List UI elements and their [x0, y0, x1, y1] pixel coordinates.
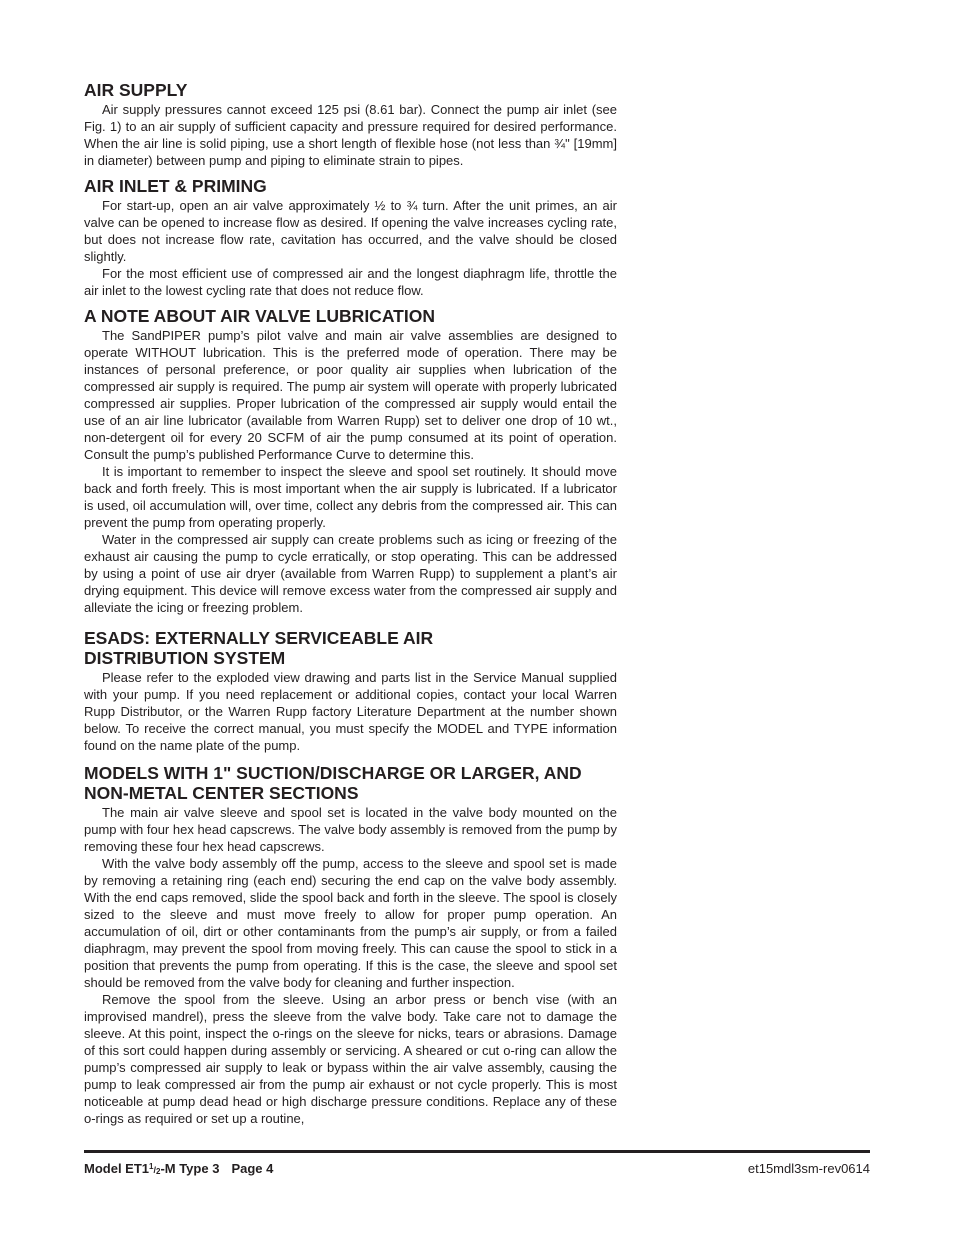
section-air-supply	[84, 80, 617, 169]
footer-page-number: Page 4	[231, 1161, 274, 1176]
paragraph: For start-up, open an air valve approximately ½ to ¾ turn. After the unit primes, an air valve can be opened to increase flow as desired. If opening the valve increases cycling rate, but does not increase flow rate, cavitation has occurred, and the valve should be closed slightly.	[84, 198, 617, 264]
paragraph: With the valve body assembly off the pump, access to the sleeve and spool set is made by removing a retaining ring (each end) securing the end cap on the valve body assembly. With the end caps removed, slide the spool back and forth in the sleeve. The spool is closely sized to the sleeve and must move freely to allow for proper pump operation. An accumulation of oil, dirt or other contaminants from the pump’s air supply, or from a failed diaphragm, may prevent the spool from moving freely. This can cause the spool to stick in a position that prevents the pump from operating. If this is the case, the sleeve and spool set should be removed from the valve body for cleaning and further inspection.	[84, 856, 617, 990]
footer-model-page	[84, 1161, 273, 1176]
heading-line: DISTRIBUTION SYSTEM	[84, 648, 286, 668]
section-air-inlet-priming	[84, 176, 617, 299]
paragraph: The main air valve sleeve and spool set is located in the valve body mounted on the pump with four hex head capscrews. The valve body assembly is removed from the pump by removing these four hex head capscrews.	[84, 805, 618, 854]
page-content	[84, 80, 617, 1134]
footer-model: Model ET1	[84, 1161, 150, 1176]
footer-rule	[84, 1150, 870, 1153]
paragraph: For the most efficient use of compressed air and the longest diaphragm life, throttle the air inlet to the lowest cycling rate that does not reduce flow.	[84, 266, 617, 298]
paragraph: Water in the compressed air supply can create problems such as icing or freezing of the exhaust air causing the pump to cycle erratically, or stop operating. This can be addressed by using a point of use air dryer (available from Warren Rupp) to supplement a plant’s air drying equipment. This device will remove excess water from the compressed air supply and alleviate the icing or freezing problem.	[84, 532, 617, 615]
section-esads	[84, 628, 617, 754]
footer-model-type: -M Type 3	[160, 1161, 220, 1176]
heading-line: ESADS: EXTERNALLY SERVICEABLE AIR	[84, 628, 434, 648]
heading-line: MODELS WITH 1" SUCTION/DISCHARGE OR LARGER, AND	[84, 763, 582, 783]
heading-esads	[84, 628, 617, 668]
section-models-1-inch	[84, 763, 617, 1127]
section-air-valve-lubrication	[84, 306, 617, 616]
heading-air-inlet-priming: AIR INLET & PRIMING	[84, 176, 267, 196]
fraction-denominator: 2	[155, 1167, 161, 1176]
paragraph: It is important to remember to inspect the sleeve and spool set routinely. It should move back and forth freely. This is most important when the air supply is lubricated. If a lubricator is used, oil accumulation will, over time, collect any debris from the compressed air. This can prevent the pump from operating properly.	[84, 464, 617, 530]
heading-air-valve-lubrication: A NOTE ABOUT AIR VALVE LUBRICATION	[84, 306, 435, 326]
fraction-numerator: 1	[149, 1162, 154, 1171]
heading-line: NON-METAL CENTER SECTIONS	[84, 783, 359, 803]
paragraph: Remove the spool from the sleeve. Using an arbor press or bench vise (with an improvised mandrel), press the sleeve from the valve body. Take care not to damage the sleeve. At this point, inspect the o-rings on the sleeve for nicks, tears or abrasions. Damage of this sort could happen during assembly or servicing. A sheared or cut o-ring can allow the pump’s compressed air supply to leak or bypass within the air valve assembly, causing the pump to leak compressed air from the pump air exhaust or not cycle properly. This is most noticeable at pump dead head or high discharge pressure conditions. Replace any of these o-rings as required or set up a routine,	[84, 992, 617, 1126]
heading-models-1-inch	[84, 763, 617, 803]
paragraph: The SandPIPER pump’s pilot valve and main air valve assemblies are designed to operate WITHOUT lubrication. This is the preferred mode of operation. There may be instances of personal preference, or poor quality air supplies when lubrication of the compressed air supply is required. The pump air system will operate with properly lubricated compressed air supplies. Proper lubrication of the compressed air supply would entail the use of an air line lubricator (available from Warren Rupp) set to deliver one drop of 10 wt., non-detergent oil for every 20 SCFM of air the pump consumed at its point of operation. Consult the pump’s published Performance Curve to determine this.	[84, 328, 617, 462]
heading-air-supply: AIR SUPPLY	[84, 80, 188, 100]
paragraph: Please refer to the exploded view drawing and parts list in the Service Manual supplied with your pump. If you need replacement or additional copies, contact your local Warren Rupp Distributor, or the Warren Rupp factory Literature Department at the number shown below. To receive the correct manual, you must specify the MODEL and TYPE information found on the name plate of the pump.	[84, 670, 617, 753]
paragraph: Air supply pressures cannot exceed 125 psi (8.61 bar). Connect the pump air inlet (see Fig. 1) to an air supply of sufficient capacity and pressure required for desired performance. When the air line is solid piping, use a short length of flexible hose (not less than ¾" [19mm] in diameter) between pump and piping to eliminate strain to pipes.	[84, 102, 617, 168]
footer-doc-code: et15mdl3sm-rev0614	[747, 1161, 870, 1176]
footer-model-fraction: $^1/_2$	[149, 1162, 161, 1176]
